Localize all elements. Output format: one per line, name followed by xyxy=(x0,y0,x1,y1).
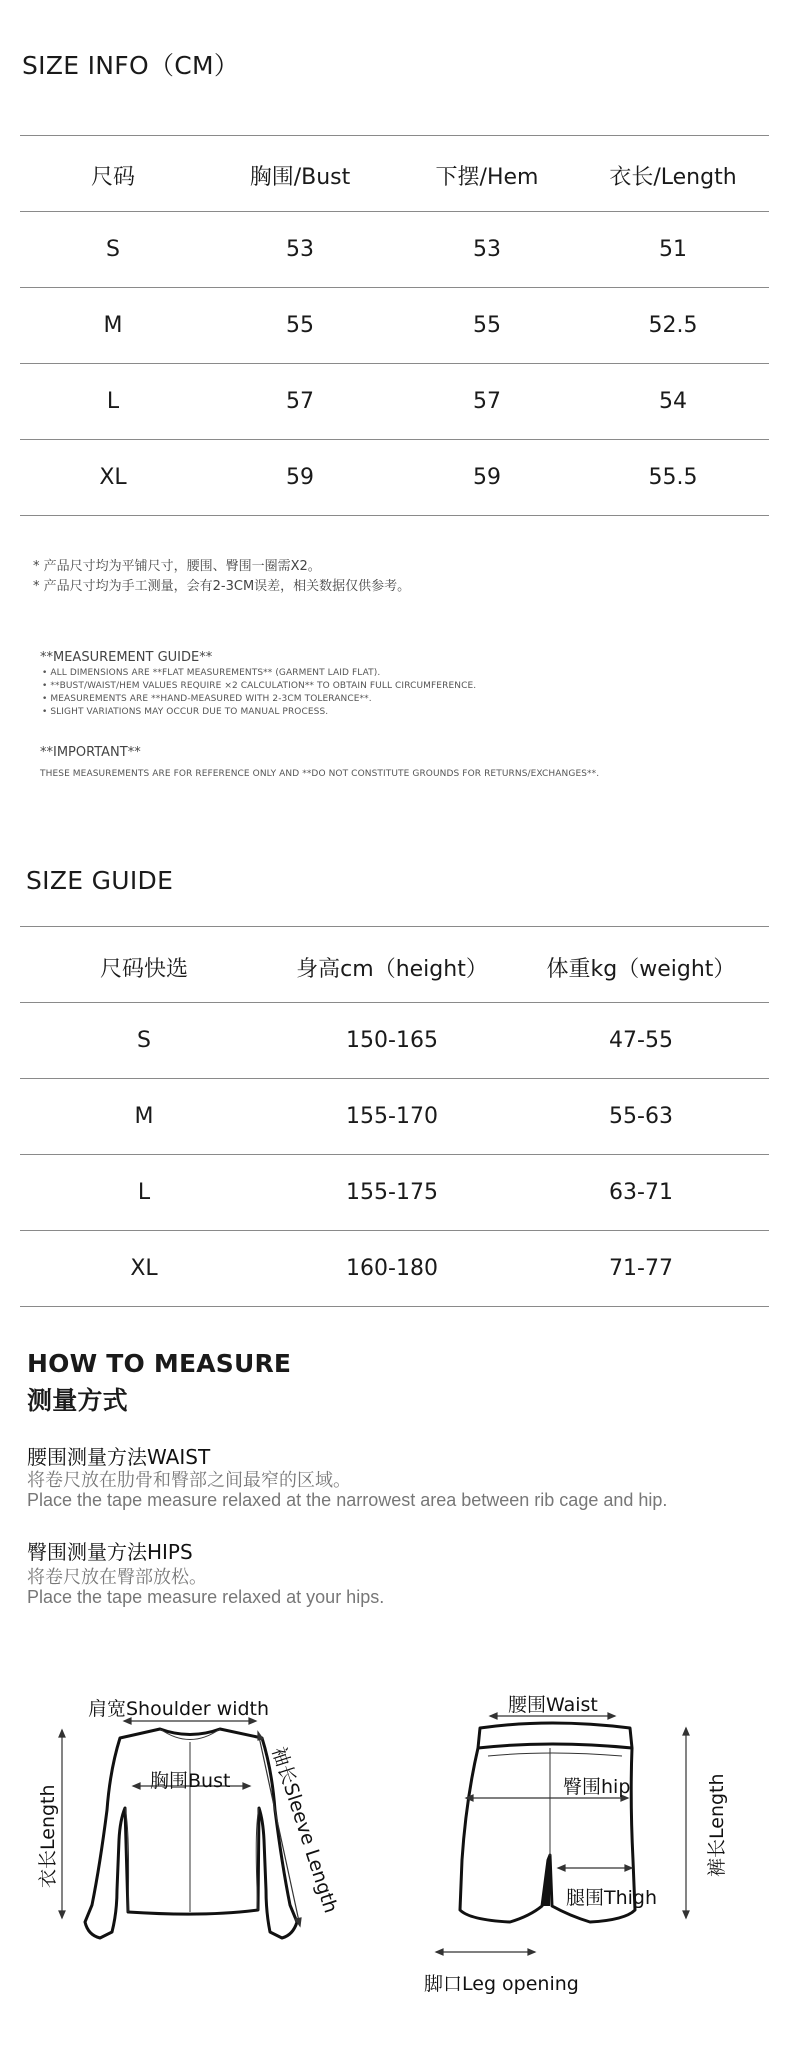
table-rule xyxy=(20,1230,769,1231)
table-cell: 51 xyxy=(659,237,687,262)
table-cell: 160-180 xyxy=(346,1256,438,1281)
table-rule xyxy=(20,1306,769,1307)
header-size-quick: 尺码快选 xyxy=(99,957,189,982)
table-cell: 55-63 xyxy=(609,1104,673,1129)
table-cell: 150-165 xyxy=(346,1028,438,1053)
table-cell: 57 xyxy=(473,389,501,414)
table-cell: XL xyxy=(130,1256,158,1281)
table-cell: 59 xyxy=(473,465,501,490)
table-cell: 71-77 xyxy=(609,1256,673,1281)
table-cell: 47-55 xyxy=(609,1028,673,1053)
table-cell: 55.5 xyxy=(648,465,698,490)
table-cell: XL xyxy=(99,465,127,490)
shoulder-width-label: 肩宽Shoulder width xyxy=(88,1698,270,1720)
thigh-label: 腿围Thigh xyxy=(566,1887,658,1909)
hips-text-cn: 将卷尺放在臀部放松。 xyxy=(27,1567,207,1587)
measurement-guide-title: **MEASUREMENT GUIDE** xyxy=(40,650,213,665)
waist-heading: 腰围测量方法WAIST xyxy=(27,1445,211,1469)
table-cell: 55 xyxy=(473,313,501,338)
table-rule xyxy=(20,926,769,927)
table-cell: S xyxy=(137,1028,151,1053)
header-hem: 下摆/Hem xyxy=(435,165,539,190)
table-cell: 53 xyxy=(286,237,314,262)
size-note: * 产品尺寸均为平铺尺寸，腰围、臀围一圈需X2。 xyxy=(33,559,321,574)
table-cell: L xyxy=(106,389,120,414)
pants-length-label: 裤长Length xyxy=(706,1773,728,1877)
table-cell: 52.5 xyxy=(648,313,698,338)
table-cell: 54 xyxy=(659,389,687,414)
shorts-waistband xyxy=(478,1723,632,1748)
waist-label: 腰围Waist xyxy=(508,1694,598,1716)
table-rule xyxy=(20,515,769,516)
table-cell: M xyxy=(103,313,123,338)
table-rule xyxy=(20,363,769,364)
measurement-guide-item: • MEASUREMENTS ARE **HAND-MEASURED WITH 2-3CM TOLERANCE**. xyxy=(42,694,372,704)
measurement-guide-item: • **BUST/WAIST/HEM VALUES REQUIRE ×2 CALCULATION** TO OBTAIN FULL CIRCUMFERENCE. xyxy=(42,681,477,691)
how-to-measure-title-cn: 测量方式 xyxy=(27,1386,128,1415)
hips-text-en: Place the tape measure relaxed at your hips. xyxy=(27,1587,385,1607)
how-to-measure-title: HOW TO MEASURE xyxy=(27,1349,292,1378)
hip-label: 臀围hip xyxy=(563,1776,631,1798)
waist-text-en: Place the tape measure relaxed at the narrowest area between rib cage and hip. xyxy=(27,1490,668,1510)
table-rule xyxy=(20,135,769,136)
table-cell: 57 xyxy=(286,389,314,414)
header-height: 身高cm（height） xyxy=(296,957,488,982)
size-note: * 产品尺寸均为手工测量，会有2-3CM误差，相关数据仅供参考。 xyxy=(33,579,411,594)
table-rule xyxy=(20,1154,769,1155)
hips-heading: 臀围测量方法HIPS xyxy=(27,1540,193,1564)
important-text: THESE MEASUREMENTS ARE FOR REFERENCE ONLY AND **DO NOT CONSTITUTE GROUNDS FOR RETURNS/EXCHANGES**. xyxy=(40,769,600,779)
waist-text-cn: 将卷尺放在肋骨和臀部之间最窄的区域。 xyxy=(27,1470,351,1490)
header-length: 衣长/Length xyxy=(609,165,737,190)
table-cell: 63-71 xyxy=(609,1180,673,1205)
shorts-diagram xyxy=(410,1680,710,1980)
table-cell: L xyxy=(137,1180,151,1205)
length-label: 衣长Length xyxy=(37,1784,59,1888)
table-cell: 59 xyxy=(286,465,314,490)
table-rule xyxy=(20,1078,769,1079)
measurement-guide-item: • ALL DIMENSIONS ARE **FLAT MEASUREMENTS** (GARMENT LAID FLAT). xyxy=(42,668,381,678)
important-title: **IMPORTANT** xyxy=(40,745,141,760)
top-diagram xyxy=(0,1680,400,1980)
leg-opening-label: 脚口Leg opening xyxy=(424,1973,579,1995)
table-rule xyxy=(20,1002,769,1003)
size-info-title: SIZE INFO（CM） xyxy=(22,51,240,80)
table-cell: 155-175 xyxy=(346,1180,438,1205)
size-guide-title: SIZE GUIDE xyxy=(26,866,174,895)
table-cell: 53 xyxy=(473,237,501,262)
header-size: 尺码 xyxy=(90,165,136,190)
header-weight: 体重kg（weight） xyxy=(546,957,736,982)
bust-label: 胸围Bust xyxy=(150,1770,231,1792)
table-cell: 155-170 xyxy=(346,1104,438,1129)
table-cell: 55 xyxy=(286,313,314,338)
table-cell: S xyxy=(106,237,120,262)
measurement-guide-item: • SLIGHT VARIATIONS MAY OCCUR DUE TO MANUAL PROCESS. xyxy=(42,707,329,717)
table-rule xyxy=(20,211,769,212)
sleeve-length-label: 袖长Sleeve Length xyxy=(267,1744,342,1916)
header-bust: 胸围/Bust xyxy=(249,165,351,190)
shirt-outline xyxy=(85,1729,297,1938)
table-cell: M xyxy=(134,1104,154,1129)
table-rule xyxy=(20,287,769,288)
table-rule xyxy=(20,439,769,440)
